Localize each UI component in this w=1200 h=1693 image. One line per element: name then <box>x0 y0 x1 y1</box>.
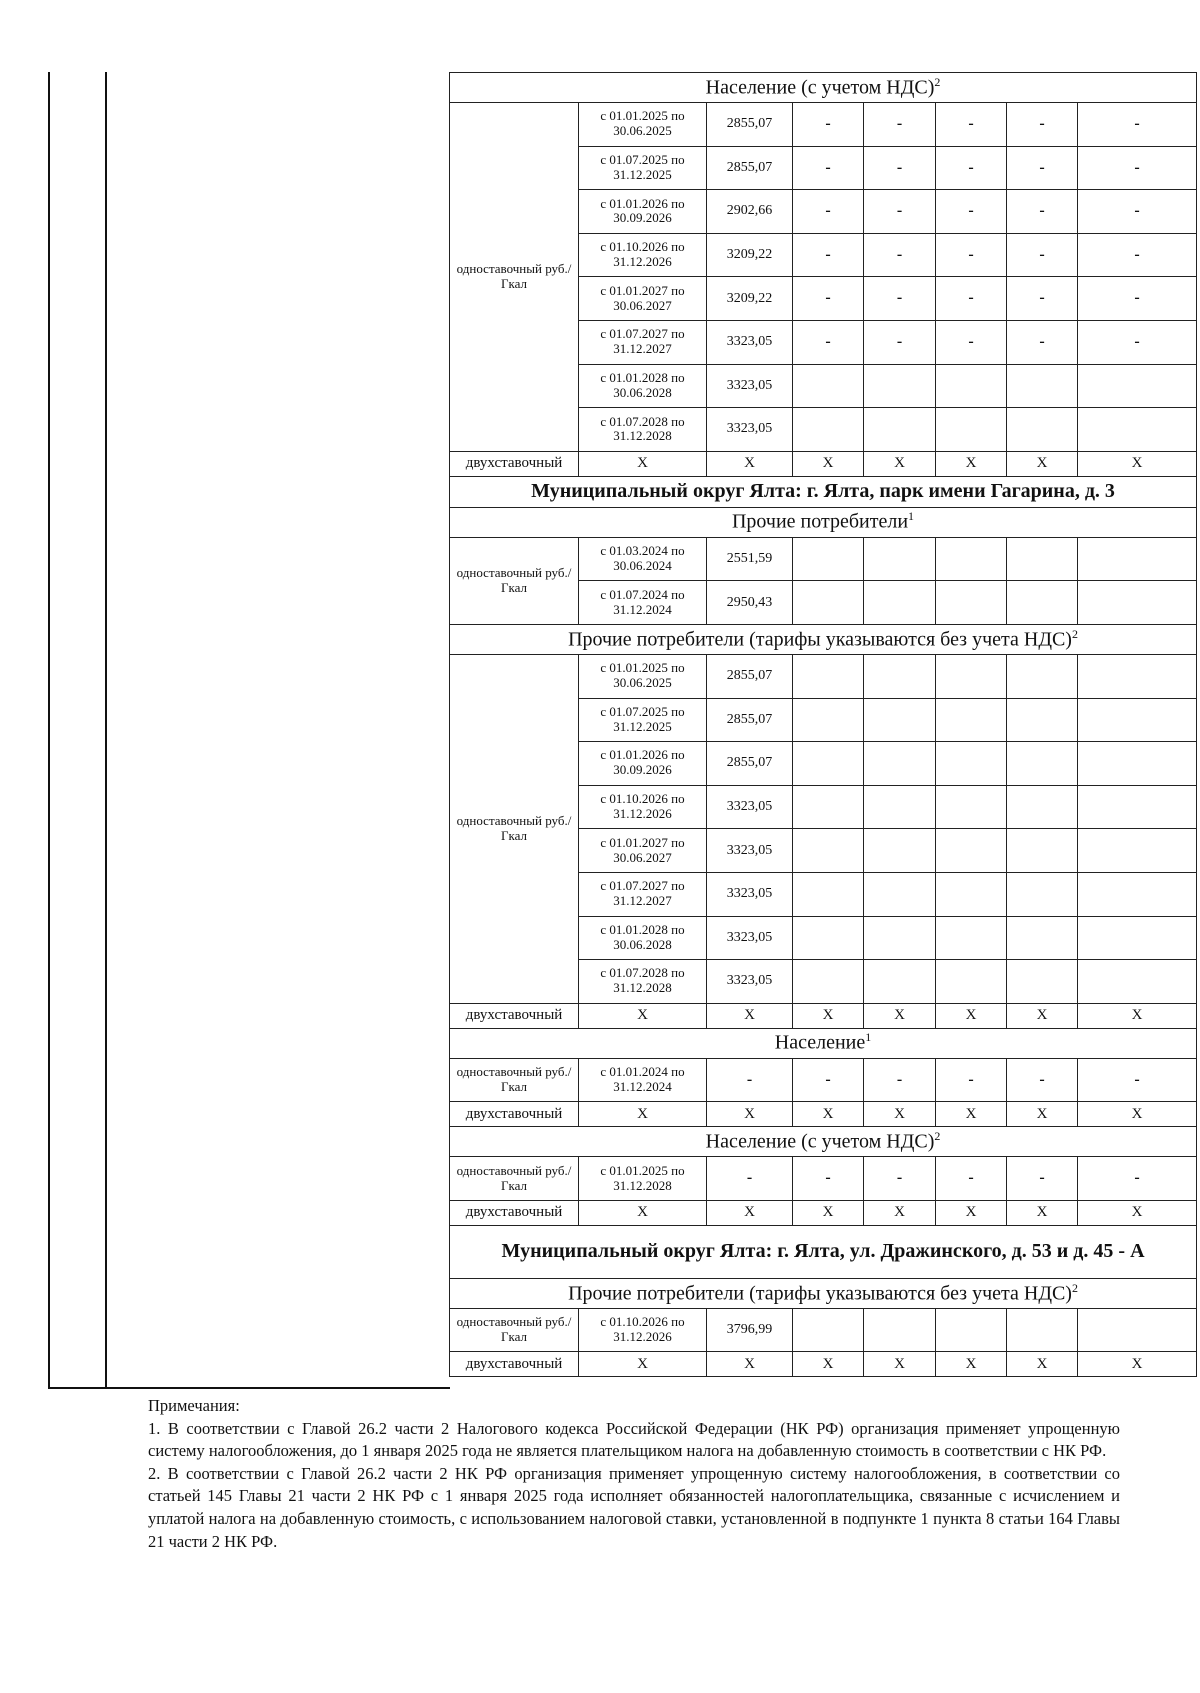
header-title: Прочие потребители (тарифы указываются без учета НДС) <box>568 1282 1072 1305</box>
tariff-value-cell: 2902,66 <box>707 190 793 234</box>
rate-type-cell: одноставочный руб./Гкал <box>450 1058 579 1102</box>
tariff-cell: - <box>936 103 1007 147</box>
tariff-cell <box>936 581 1007 625</box>
note-2: 2. В соответствии с Главой 26.2 части 2 НК РФ организация применяет упрощенную систему налогообложения, в соответствии со статьей 145 Главы 21 части 2 НК РФ с 1 января 2025 года исполняет обязанностей налогоплательщика, связанные с исчислением и уплатой налога на добавленную стоимость, с использованием налоговой ставки, установленной в подпункте 1 пункта 8 статьи 164 Главы 21 части 2 НК РФ. <box>148 1463 1120 1551</box>
section-header <box>450 73 1197 103</box>
tariff-value-cell: 3323,05 <box>707 320 793 364</box>
rate-type-cell: двухставочный <box>450 1102 579 1127</box>
tariff-cell <box>936 785 1007 829</box>
not-applicable-cell: X <box>864 451 936 476</box>
period-cell: с 01.01.2027 по 30.06.2027 <box>579 829 707 873</box>
two-rate-row <box>450 1200 1197 1225</box>
not-applicable-cell: X <box>1007 1102 1078 1127</box>
tariff-cell: - <box>1007 146 1078 190</box>
tariff-cell <box>1007 364 1078 408</box>
tariff-cell <box>864 408 936 452</box>
not-applicable-cell: X <box>1007 1200 1078 1225</box>
not-applicable-cell: X <box>1007 1352 1078 1377</box>
notes-title: Примечания: <box>148 1396 240 1415</box>
footnote-mark: 2 <box>1071 626 1078 641</box>
tariff-cell <box>1007 872 1078 916</box>
not-applicable-cell: X <box>793 1102 864 1127</box>
tariff-cell <box>936 960 1007 1004</box>
tariff-cell <box>1078 364 1197 408</box>
tariff-cell: - <box>793 320 864 364</box>
tariff-value-cell: 3323,05 <box>707 364 793 408</box>
table-row <box>450 1157 1197 1201</box>
section-header <box>450 507 1197 537</box>
tariff-cell <box>1078 742 1197 786</box>
tariff-cell: - <box>1078 103 1197 147</box>
outer-table-left-border <box>48 72 50 1388</box>
tariff-cell <box>1007 1308 1078 1352</box>
period-cell: с 01.01.2026 по 30.09.2026 <box>579 742 707 786</box>
tariff-cell: - <box>793 190 864 234</box>
not-applicable-cell: X <box>936 451 1007 476</box>
note-1: 1. В соответствии с Главой 26.2 части 2 Налогового кодекса Российской Федерации (НК РФ) организация применяет упрощенную систему налогообложения, до 1 января 2025 года не является плательщиком налога на добавленную стоимость в соответствии с НК РФ. <box>148 1418 1120 1461</box>
table-row <box>450 103 1197 147</box>
tariff-cell <box>864 916 936 960</box>
section-header <box>450 1278 1197 1308</box>
tariff-cell <box>793 960 864 1004</box>
not-applicable-cell: X <box>707 451 793 476</box>
not-applicable-cell: X <box>579 451 707 476</box>
tariff-cell: - <box>936 146 1007 190</box>
section-header <box>450 624 1197 654</box>
period-cell: с 01.01.2025 по 30.06.2025 <box>579 654 707 698</box>
tariff-cell: - <box>1007 1157 1078 1201</box>
tariff-cell: - <box>864 277 936 321</box>
tariff-cell <box>936 537 1007 581</box>
period-cell: с 01.01.2028 по 30.06.2028 <box>579 916 707 960</box>
tariff-cell <box>864 872 936 916</box>
tariff-cell: - <box>793 233 864 277</box>
tariff-cell <box>793 364 864 408</box>
not-applicable-cell: X <box>1078 1352 1197 1377</box>
header-title: Прочие потребители (тарифы указываются без учета НДС) <box>568 628 1072 651</box>
tariff-cell: - <box>864 103 936 147</box>
rate-type-cell: одноставочный руб./Гкал <box>450 537 579 624</box>
tariff-cell <box>1078 654 1197 698</box>
tariff-cell <box>793 916 864 960</box>
tariff-cell: - <box>793 103 864 147</box>
tariff-cell <box>936 408 1007 452</box>
not-applicable-cell: X <box>864 1352 936 1377</box>
period-cell: с 01.07.2027 по 31.12.2027 <box>579 872 707 916</box>
section-header <box>450 1127 1197 1157</box>
municipal-header <box>450 1225 1197 1278</box>
tariff-value-cell: 3323,05 <box>707 829 793 873</box>
tariff-cell: - <box>936 190 1007 234</box>
tariff-cell <box>1078 872 1197 916</box>
tariff-cell <box>936 1308 1007 1352</box>
tariff-cell: - <box>793 146 864 190</box>
rate-type-cell: двухставочный <box>450 1200 579 1225</box>
tariff-cell <box>936 364 1007 408</box>
tariff-cell <box>936 829 1007 873</box>
tariff-cell: - <box>1007 233 1078 277</box>
tariff-cell: - <box>793 1058 864 1102</box>
not-applicable-cell: X <box>579 1200 707 1225</box>
period-cell: с 01.07.2027 по 31.12.2027 <box>579 320 707 364</box>
rate-type-cell: одноставочный руб./Гкал <box>450 103 579 452</box>
tariff-cell <box>936 916 1007 960</box>
header-title: Муниципальный округ Ялта: г. Ялта, ул. Дражинского, д. 53 и д. 45 - А <box>501 1240 1145 1263</box>
tariff-cell: - <box>1078 233 1197 277</box>
tariff-cell <box>793 698 864 742</box>
not-applicable-cell: X <box>864 1200 936 1225</box>
tariff-table <box>449 72 1197 1377</box>
tariff-cell: - <box>864 1058 936 1102</box>
tariff-cell <box>1078 581 1197 625</box>
tariff-cell <box>793 829 864 873</box>
period-cell: с 01.01.2024 по 31.12.2024 <box>579 1058 707 1102</box>
rate-type-cell: двухставочный <box>450 451 579 476</box>
period-cell: с 01.10.2026 по 31.12.2026 <box>579 233 707 277</box>
tariff-value-cell: 3323,05 <box>707 408 793 452</box>
rate-type-cell: одноставочный руб./Гкал <box>450 1308 579 1352</box>
tariff-cell <box>864 581 936 625</box>
tariff-cell: - <box>1078 190 1197 234</box>
rate-type-cell: двухставочный <box>450 1003 579 1028</box>
tariff-cell <box>936 742 1007 786</box>
period-cell: с 01.07.2028 по 31.12.2028 <box>579 408 707 452</box>
tariff-value-cell: 3323,05 <box>707 960 793 1004</box>
tariff-cell: - <box>1007 277 1078 321</box>
tariff-cell <box>1007 537 1078 581</box>
tariff-cell: - <box>936 320 1007 364</box>
tariff-cell: - <box>1007 320 1078 364</box>
tariff-cell <box>1007 916 1078 960</box>
period-cell: с 01.07.2024 по 31.12.2024 <box>579 581 707 625</box>
footnote-mark: 1 <box>865 1030 872 1045</box>
tariff-cell: - <box>1007 103 1078 147</box>
tariff-cell: - <box>1078 146 1197 190</box>
not-applicable-cell: X <box>1078 451 1197 476</box>
outer-table-bottom-border <box>48 1387 450 1389</box>
tariff-cell <box>1007 960 1078 1004</box>
not-applicable-cell: X <box>936 1102 1007 1127</box>
tariff-value-cell: 3209,22 <box>707 233 793 277</box>
tariff-cell: - <box>793 1157 864 1201</box>
not-applicable-cell: X <box>1007 1003 1078 1028</box>
period-cell: с 01.01.2028 по 30.06.2028 <box>579 364 707 408</box>
tariff-cell: - <box>864 1157 936 1201</box>
period-cell: с 01.01.2027 по 30.06.2027 <box>579 277 707 321</box>
section-header <box>450 1028 1197 1058</box>
tariff-cell <box>1078 408 1197 452</box>
period-cell: с 01.01.2025 по 30.06.2025 <box>579 103 707 147</box>
tariff-cell <box>1007 654 1078 698</box>
tariff-value-cell: - <box>707 1058 793 1102</box>
tariff-cell <box>1078 960 1197 1004</box>
period-cell: с 01.07.2028 по 31.12.2028 <box>579 960 707 1004</box>
tariff-cell: - <box>864 190 936 234</box>
not-applicable-cell: X <box>936 1200 1007 1225</box>
rate-type-cell: одноставочный руб./Гкал <box>450 654 579 1003</box>
period-cell: с 01.10.2026 по 31.12.2026 <box>579 1308 707 1352</box>
rate-type-cell: двухставочный <box>450 1352 579 1377</box>
tariff-cell: - <box>936 1157 1007 1201</box>
tariff-cell <box>1007 698 1078 742</box>
header-title: Муниципальный округ Ялта: г. Ялта, парк имени Гагарина, д. 3 <box>531 480 1115 503</box>
table-row <box>450 537 1197 581</box>
tariff-cell <box>1007 785 1078 829</box>
not-applicable-cell: X <box>579 1003 707 1028</box>
tariff-value-cell: 3796,99 <box>707 1308 793 1352</box>
not-applicable-cell: X <box>936 1352 1007 1377</box>
tariff-cell <box>1007 581 1078 625</box>
tariff-cell <box>1078 829 1197 873</box>
tariff-cell: - <box>793 277 864 321</box>
two-rate-row <box>450 451 1197 476</box>
tariff-value-cell: 3323,05 <box>707 916 793 960</box>
tariff-cell <box>793 872 864 916</box>
not-applicable-cell: X <box>707 1102 793 1127</box>
not-applicable-cell: X <box>864 1102 936 1127</box>
not-applicable-cell: X <box>793 1003 864 1028</box>
footnote-mark: 2 <box>934 1128 941 1143</box>
not-applicable-cell: X <box>579 1102 707 1127</box>
tariff-cell <box>793 785 864 829</box>
period-cell: с 01.01.2026 по 30.09.2026 <box>579 190 707 234</box>
tariff-cell <box>793 581 864 625</box>
period-cell: с 01.07.2025 по 31.12.2025 <box>579 146 707 190</box>
not-applicable-cell: X <box>936 1003 1007 1028</box>
notes <box>148 1395 1120 1553</box>
tariff-cell <box>1078 785 1197 829</box>
tariff-cell: - <box>1007 190 1078 234</box>
tariff-value-cell: 2855,07 <box>707 742 793 786</box>
tariff-cell <box>793 537 864 581</box>
tariff-cell <box>864 742 936 786</box>
two-rate-row <box>450 1003 1197 1028</box>
tariff-cell <box>864 960 936 1004</box>
outer-table-col-divider <box>105 72 107 1388</box>
not-applicable-cell: X <box>1078 1102 1197 1127</box>
table-row <box>450 654 1197 698</box>
tariff-cell <box>1078 698 1197 742</box>
tariff-cell: - <box>936 1058 1007 1102</box>
tariff-cell: - <box>1078 1157 1197 1201</box>
not-applicable-cell: X <box>864 1003 936 1028</box>
tariff-cell <box>1078 537 1197 581</box>
rate-type-cell: одноставочный руб./Гкал <box>450 1157 579 1201</box>
not-applicable-cell: X <box>1078 1200 1197 1225</box>
tariff-cell <box>936 654 1007 698</box>
tariff-cell: - <box>1078 320 1197 364</box>
tariff-cell <box>864 537 936 581</box>
header-title: Население (с учетом НДС) <box>705 76 935 99</box>
tariff-cell: - <box>864 320 936 364</box>
tariff-value-cell: 3323,05 <box>707 785 793 829</box>
tariff-cell <box>936 698 1007 742</box>
tariff-cell <box>1007 408 1078 452</box>
tariff-value-cell: 2551,59 <box>707 537 793 581</box>
tariff-cell: - <box>1078 277 1197 321</box>
footnote-mark: 2 <box>1071 1280 1078 1295</box>
not-applicable-cell: X <box>793 1352 864 1377</box>
tariff-cell: - <box>936 277 1007 321</box>
tariff-cell <box>864 785 936 829</box>
tariff-cell: - <box>864 233 936 277</box>
period-cell: с 01.10.2026 по 31.12.2026 <box>579 785 707 829</box>
footnote-mark: 1 <box>908 509 915 524</box>
period-cell: с 01.07.2025 по 31.12.2025 <box>579 698 707 742</box>
not-applicable-cell: X <box>793 451 864 476</box>
tariff-value-cell: 2855,07 <box>707 698 793 742</box>
not-applicable-cell: X <box>707 1352 793 1377</box>
tariff-cell: - <box>1007 1058 1078 1102</box>
tariff-cell <box>864 829 936 873</box>
tariff-cell <box>793 1308 864 1352</box>
tariff-value-cell: 2855,07 <box>707 654 793 698</box>
tariff-cell <box>1078 916 1197 960</box>
period-cell: с 01.01.2025 по 31.12.2028 <box>579 1157 707 1201</box>
municipal-header <box>450 476 1197 507</box>
not-applicable-cell: X <box>579 1352 707 1377</box>
table-row <box>450 1308 1197 1352</box>
not-applicable-cell: X <box>1078 1003 1197 1028</box>
tariff-value-cell: 3323,05 <box>707 872 793 916</box>
tariff-cell <box>864 654 936 698</box>
not-applicable-cell: X <box>1007 451 1078 476</box>
header-title: Прочие потребители <box>731 511 909 534</box>
tariff-cell <box>1007 742 1078 786</box>
not-applicable-cell: X <box>707 1003 793 1028</box>
footnote-mark: 2 <box>934 74 941 89</box>
two-rate-row <box>450 1352 1197 1377</box>
tariff-cell <box>864 1308 936 1352</box>
tariff-value-cell: 2950,43 <box>707 581 793 625</box>
not-applicable-cell: X <box>793 1200 864 1225</box>
header-title: Население <box>774 1032 866 1055</box>
tariff-cell <box>793 742 864 786</box>
not-applicable-cell: X <box>707 1200 793 1225</box>
tariff-value-cell: 2855,07 <box>707 146 793 190</box>
tariff-cell <box>793 654 864 698</box>
tariff-value-cell: 3209,22 <box>707 277 793 321</box>
tariff-cell: - <box>864 146 936 190</box>
tariff-cell: - <box>1078 1058 1197 1102</box>
tariff-cell <box>936 872 1007 916</box>
tariff-cell <box>864 364 936 408</box>
tariff-cell <box>864 698 936 742</box>
two-rate-row <box>450 1102 1197 1127</box>
tariff-cell <box>1007 829 1078 873</box>
period-cell: с 01.03.2024 по 30.06.2024 <box>579 537 707 581</box>
header-title: Население (с учетом НДС) <box>705 1130 935 1153</box>
tariff-cell: - <box>936 233 1007 277</box>
tariff-cell <box>1078 1308 1197 1352</box>
tariff-cell <box>793 408 864 452</box>
tariff-value-cell: - <box>707 1157 793 1201</box>
tariff-value-cell: 2855,07 <box>707 103 793 147</box>
table-row <box>450 1058 1197 1102</box>
